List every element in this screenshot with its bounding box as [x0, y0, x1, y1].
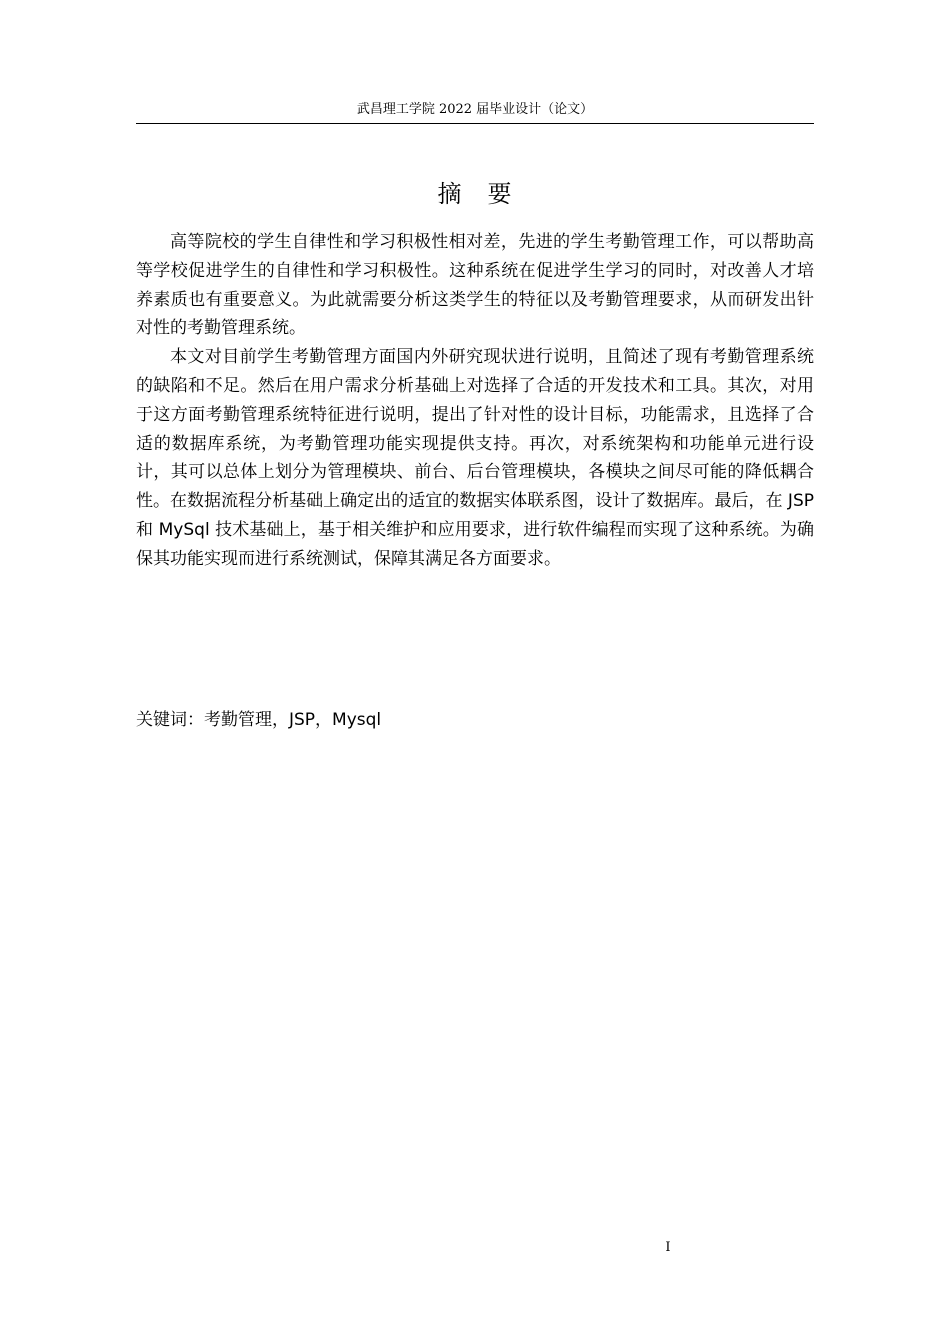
- abstract-body: [136, 228, 814, 574]
- keywords-line: 关键词：考勤管理，JSP，Mysql: [136, 710, 382, 730]
- header-rule: [136, 123, 814, 124]
- abstract-title: 摘 要: [437, 180, 513, 208]
- page-number: I: [665, 1240, 671, 1255]
- abstract-paragraph-1: 高等院校的学生自律性和学习积极性相对差，先进的学生考勤管理工作，可以帮助高等学校促进学生的自律性和学习积极性。这种系统在促进学生学习的同时，对改善人才培养素质也有重要意义。为此就需要分析这类学生的特征以及考勤管理要求，从而研发出针对性的考勤管理系统。: [136, 232, 814, 339]
- abstract-paragraph-2: 本文对目前学生考勤管理方面国内外研究现状进行说明，且简述了现有考勤管理系统的缺陷和不足。然后在用户需求分析基础上对选择了合适的开发技术和工具。其次，对用于这方面考勤管理系统特征进行说明，提出了针对性的设计目标，功能需求，且选择了合适的数据库系统，为考勤管理功能实现提供支持。再次，对系统架构和功能单元进行设计，其可以总体上划分为管理模块、前台、后台管理模块，各模块之间尽可能的降低耦合性。在数据流程分析基础上确定出的适宜的数据实体联系图，设计了数据库。最后，在 JSP 和 MySql 技术基础上，基于相关维护和应用要求，进行软件编程而实现了这种系统。为确保其功能实现而进行系统测试，保障其满足各方面要求。: [136, 347, 814, 569]
- running-header: 武昌理工学院 2022 届毕业设计（论文）: [356, 102, 594, 117]
